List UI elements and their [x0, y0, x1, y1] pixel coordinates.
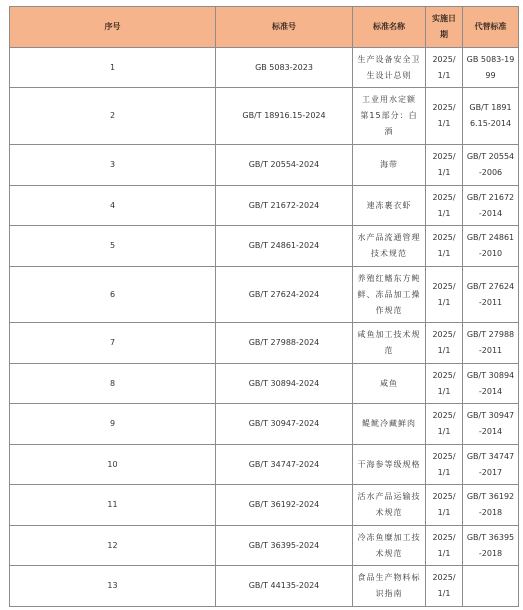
cell-standard-code: GB/T 30894-2024: [216, 364, 353, 404]
cell-standard-code: GB/T 30947-2024: [216, 404, 353, 445]
cell-replaced-standard: GB/T 34747-2017: [463, 445, 519, 485]
cell-effective-date: 2025/1/1: [426, 485, 463, 526]
cell-replaced-standard: GB/T 20554-2006: [463, 145, 519, 186]
table-row: [10, 226, 519, 267]
cell-replaced-standard: GB/T 21672-2014: [463, 186, 519, 226]
cell-replaced-standard: GB/T 24861-2010: [463, 226, 519, 267]
cell-standard-name: 鳀鱿冷藏鲜肉: [353, 404, 426, 445]
cell-standard-name: 冷冻鱼糜加工技术规范: [353, 526, 426, 566]
cell-effective-date: 2025/1/1: [426, 323, 463, 364]
cell-effective-date: 2025/1/1: [426, 364, 463, 404]
cell-standard-code: GB/T 36395-2024: [216, 526, 353, 566]
cell-effective-date: 2025/1/1: [426, 404, 463, 445]
table-row: [10, 364, 519, 404]
cell-serial-no: 1: [10, 48, 216, 88]
cell-standard-code: GB/T 21672-2024: [216, 186, 353, 226]
table-row: [10, 404, 519, 445]
cell-serial-no: 10: [10, 445, 216, 485]
cell-serial-no: 12: [10, 526, 216, 566]
cell-standard-name: 干海参等级规格: [353, 445, 426, 485]
cell-replaced-standard: GB/T 36395-2018: [463, 526, 519, 566]
cell-replaced-standard: GB/T 18916.15-2014: [463, 88, 519, 145]
table-row: [10, 526, 519, 566]
table-row: [10, 48, 519, 88]
header-standard-code: 标准号: [216, 7, 353, 48]
cell-standard-code: GB/T 36192-2024: [216, 485, 353, 526]
cell-replaced-standard: GB 5083-1999: [463, 48, 519, 88]
cell-effective-date: 2025/1/1: [426, 226, 463, 267]
cell-serial-no: 5: [10, 226, 216, 267]
cell-serial-no: 2: [10, 88, 216, 145]
cell-standard-code: GB/T 24861-2024: [216, 226, 353, 267]
cell-effective-date: 2025/1/1: [426, 88, 463, 145]
header-row: [10, 7, 519, 48]
cell-serial-no: 11: [10, 485, 216, 526]
table-row: [10, 88, 519, 145]
cell-standard-name: 水产品流通管理技术规范: [353, 226, 426, 267]
cell-standard-code: GB/T 20554-2024: [216, 145, 353, 186]
cell-replaced-standard: [463, 566, 519, 607]
table-header: [10, 7, 519, 48]
cell-replaced-standard: GB/T 30947-2014: [463, 404, 519, 445]
cell-effective-date: 2025/1/1: [426, 267, 463, 323]
header-effective-date: 实施日期: [426, 7, 463, 48]
cell-serial-no: 4: [10, 186, 216, 226]
standards-table: [9, 6, 519, 607]
table-body: [10, 48, 519, 607]
cell-standard-name: 工业用水定额 第15部分：白酒: [353, 88, 426, 145]
cell-replaced-standard: GB/T 27988-2011: [463, 323, 519, 364]
cell-serial-no: 6: [10, 267, 216, 323]
cell-standard-name: 生产设备安全卫生设计总则: [353, 48, 426, 88]
table-row: [10, 323, 519, 364]
cell-standard-code: GB/T 34747-2024: [216, 445, 353, 485]
cell-standard-code: GB/T 27624-2024: [216, 267, 353, 323]
cell-effective-date: 2025/1/1: [426, 526, 463, 566]
cell-replaced-standard: GB/T 30894-2014: [463, 364, 519, 404]
cell-effective-date: 2025/1/1: [426, 48, 463, 88]
cell-serial-no: 8: [10, 364, 216, 404]
cell-standard-code: GB/T 18916.15-2024: [216, 88, 353, 145]
header-replaced-standard: 代替标准: [463, 7, 519, 48]
cell-replaced-standard: GB/T 36192-2018: [463, 485, 519, 526]
cell-effective-date: 2025/1/1: [426, 186, 463, 226]
cell-standard-code: GB/T 27988-2024: [216, 323, 353, 364]
table-row: [10, 267, 519, 323]
cell-standard-code: GB/T 44135-2024: [216, 566, 353, 607]
cell-standard-name: 食品生产物料标识指南: [353, 566, 426, 607]
cell-effective-date: 2025/1/1: [426, 445, 463, 485]
cell-serial-no: 7: [10, 323, 216, 364]
cell-serial-no: 9: [10, 404, 216, 445]
cell-serial-no: 13: [10, 566, 216, 607]
table-row: [10, 445, 519, 485]
cell-standard-name: 咸鱼加工技术规范: [353, 323, 426, 364]
cell-standard-name: 海带: [353, 145, 426, 186]
header-serial-no: 序号: [10, 7, 216, 48]
header-standard-name: 标准名称: [353, 7, 426, 48]
table-row: [10, 186, 519, 226]
cell-standard-name: 活水产品运输技术规范: [353, 485, 426, 526]
table-row: [10, 485, 519, 526]
cell-standard-name: 咸鱼: [353, 364, 426, 404]
cell-standard-name: 速冻裹衣虾: [353, 186, 426, 226]
cell-effective-date: 2025/1/1: [426, 566, 463, 607]
table-row: [10, 566, 519, 607]
cell-replaced-standard: GB/T 27624-2011: [463, 267, 519, 323]
cell-serial-no: 3: [10, 145, 216, 186]
cell-standard-code: GB 5083-2023: [216, 48, 353, 88]
cell-standard-name: 养殖红鳍东方鲀鲜、冻品加工操作规范: [353, 267, 426, 323]
table-row: [10, 145, 519, 186]
cell-effective-date: 2025/1/1: [426, 145, 463, 186]
